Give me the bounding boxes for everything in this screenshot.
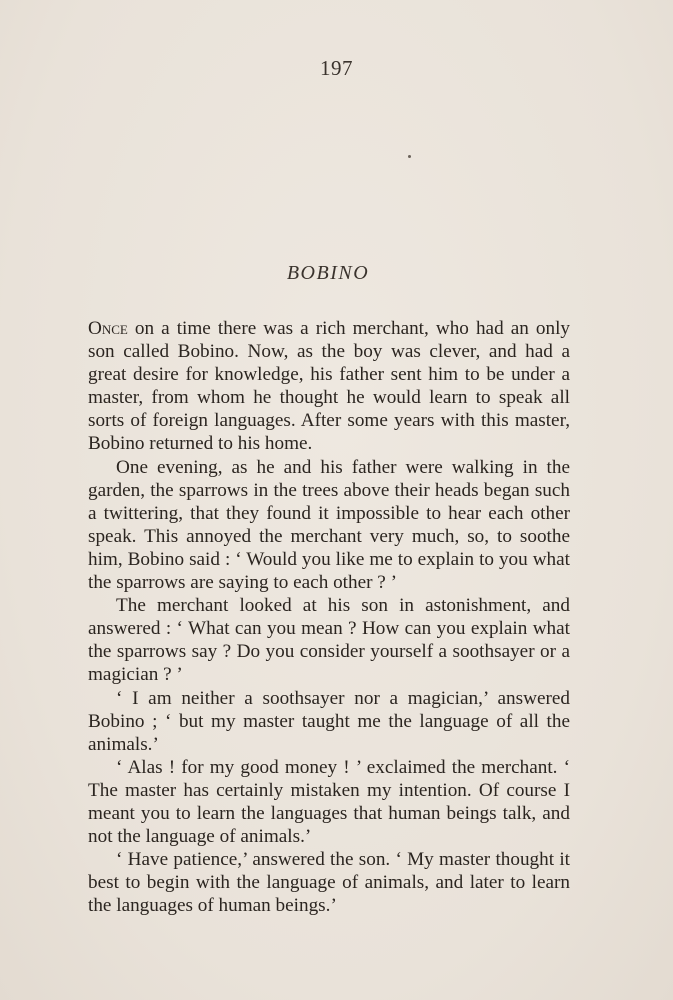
story-text [88,317,570,917]
paragraph: ‘ I am neither a soothsayer nor a magician,’ answered Bobino ; ‘ but my master taught me the language of all the animals.’ [88,687,570,755]
paragraph: ‘ Have patience,’ answered the son. ‘ My master thought it best to begin with the language of animals, and later to learn the languages of human beings.’ [88,849,570,917]
page-number: 197 [320,56,353,80]
chapter-title: BOBINO [286,262,370,284]
ink-speck [408,155,411,158]
paragraph: The merchant looked at his son in astonishment, and answered : ‘ What can you mean ? How can you explain what the sparrows say ? Do you consider yourself a soothsayer or a magician ? ’ [88,595,570,686]
paragraph: One evening, as he and his father were walking in the garden, the sparrows in the trees above their heads began such a twittering, that they found it impossible to hear each other speak. This annoyed the merchant very much, so, to soothe him, Bobino said : ‘ Would you like me to explain to you what the sparrows are saying to each other ? ’ [88,456,570,594]
drop-word: Once [88,318,128,339]
paragraph-text: on a time there was a rich merchant, who had an only son called Bobino. Now, as the boy was clever, and had a great desire for knowledge, his father sent him to be under a master, from whom he thought he would learn to speak all sorts of foreign languages. After some years with this master, Bobino returned to his home. [88,318,570,455]
paragraph [88,317,570,456]
paragraph: ‘ Alas ! for my good money ! ’ exclaimed the merchant. ‘ The master has certainly mistaken my intention. Of course I meant you to learn the languages that human beings talk, and not the language of animals.’ [88,756,570,848]
